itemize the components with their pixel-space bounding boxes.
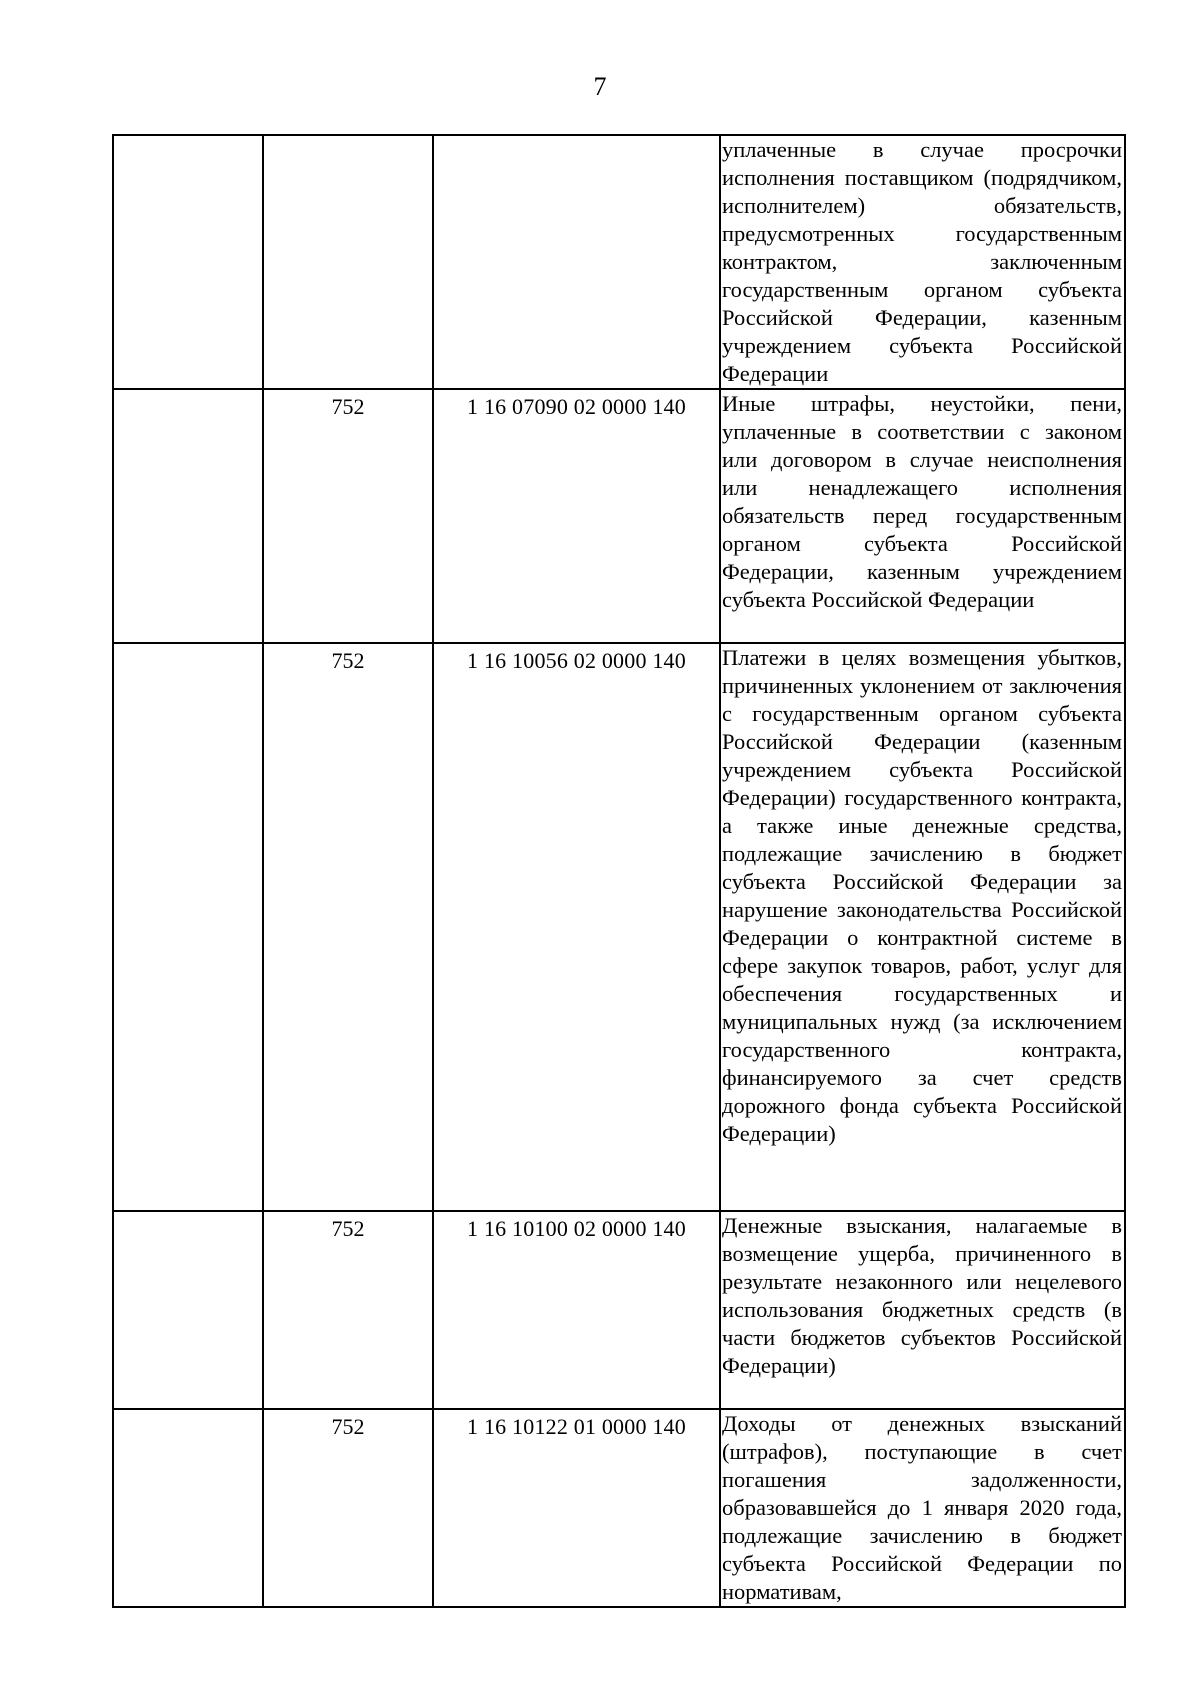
income-description: Платежи в целях возмещения убытков, причиненных уклонением от заключения с государственным органом субъекта Российской Федерации (казенным учреждением субъекта Российской Федерации) государственного контракта, а также иные денежные средства, подлежащие зачислению в бюджет субъекта Российской Федерации за нарушение законодательства Российской Федерации о контрактной системе в сфере закупок товаров, работ, услуг для обеспечения государственных и муниципальных нужд (за исключением государственного контракта, финансируемого за счет средств дорожного фонда субъекта Российской Федерации) (722, 645, 1122, 1146)
budget-classification-table (112, 134, 1126, 1608)
description-cell (720, 389, 1125, 643)
income-description: уплаченные в случае просрочки исполнения поставщиком (подрядчиком, исполнителем) обязательств, предусмотренных государственным контрактом, заключенным государственным органом субъекта Российской Федерации, казенным учреждением субъекта Российской Федерации (722, 137, 1122, 386)
income-description: Доходы от денежных взысканий (штрафов), поступающие в счет погашения задолженности, образовавшейся до 1 января 2020 года, подлежащие зачислению в бюджет субъекта Российской Федерации по нормативам, (722, 1411, 1122, 1604)
table-row (113, 389, 1125, 643)
table-cell-empty (113, 1211, 263, 1409)
kbk-code: 1 16 10100 02 0000 140 (467, 1216, 686, 1241)
table-row (113, 135, 1125, 389)
kbk-cell (433, 1211, 720, 1409)
description-cell (720, 1211, 1125, 1409)
kbk-code (434, 136, 719, 140)
table-cell-empty (113, 643, 263, 1211)
admin-code-cell (263, 1211, 433, 1409)
table-cell-empty (113, 389, 263, 643)
table-cell-empty (113, 1409, 263, 1607)
admin-code-cell (263, 1409, 433, 1607)
admin-code-cell (263, 135, 433, 389)
kbk-cell (433, 135, 720, 389)
admin-code: 752 (331, 1216, 365, 1241)
table-row (113, 1409, 1125, 1607)
admin-code-cell (263, 389, 433, 643)
admin-code (264, 136, 432, 140)
admin-code-cell (263, 643, 433, 1211)
description-cell (720, 135, 1125, 389)
kbk-cell (433, 389, 720, 643)
admin-code: 752 (331, 648, 365, 673)
table-cell-empty (113, 135, 263, 389)
description-cell (720, 1409, 1125, 1607)
kbk-cell (433, 643, 720, 1211)
description-cell (720, 643, 1125, 1211)
kbk-code: 1 16 10122 01 0000 140 (467, 1414, 686, 1439)
income-description: Денежные взыскания, налагаемые в возмещение ущерба, причиненного в результате незаконного или нецелевого использования бюджетных средств (в части бюджетов субъектов Российской Федерации) (722, 1213, 1122, 1378)
page-number: 7 (593, 72, 607, 101)
kbk-code: 1 16 10056 02 0000 140 (467, 648, 686, 673)
table-row (113, 1211, 1125, 1409)
admin-code: 752 (331, 1414, 365, 1439)
table-row (113, 643, 1125, 1211)
kbk-code: 1 16 07090 02 0000 140 (467, 394, 686, 419)
kbk-cell (433, 1409, 720, 1607)
admin-code: 752 (331, 394, 365, 419)
income-description: Иные штрафы, неустойки, пени, уплаченные в соответствии с законом или договором в случае неисполнения или ненадлежащего исполнения обязательств перед государственным органом субъекта Российской Федерации, казенным учреждением субъекта Российской Федерации (722, 391, 1122, 612)
